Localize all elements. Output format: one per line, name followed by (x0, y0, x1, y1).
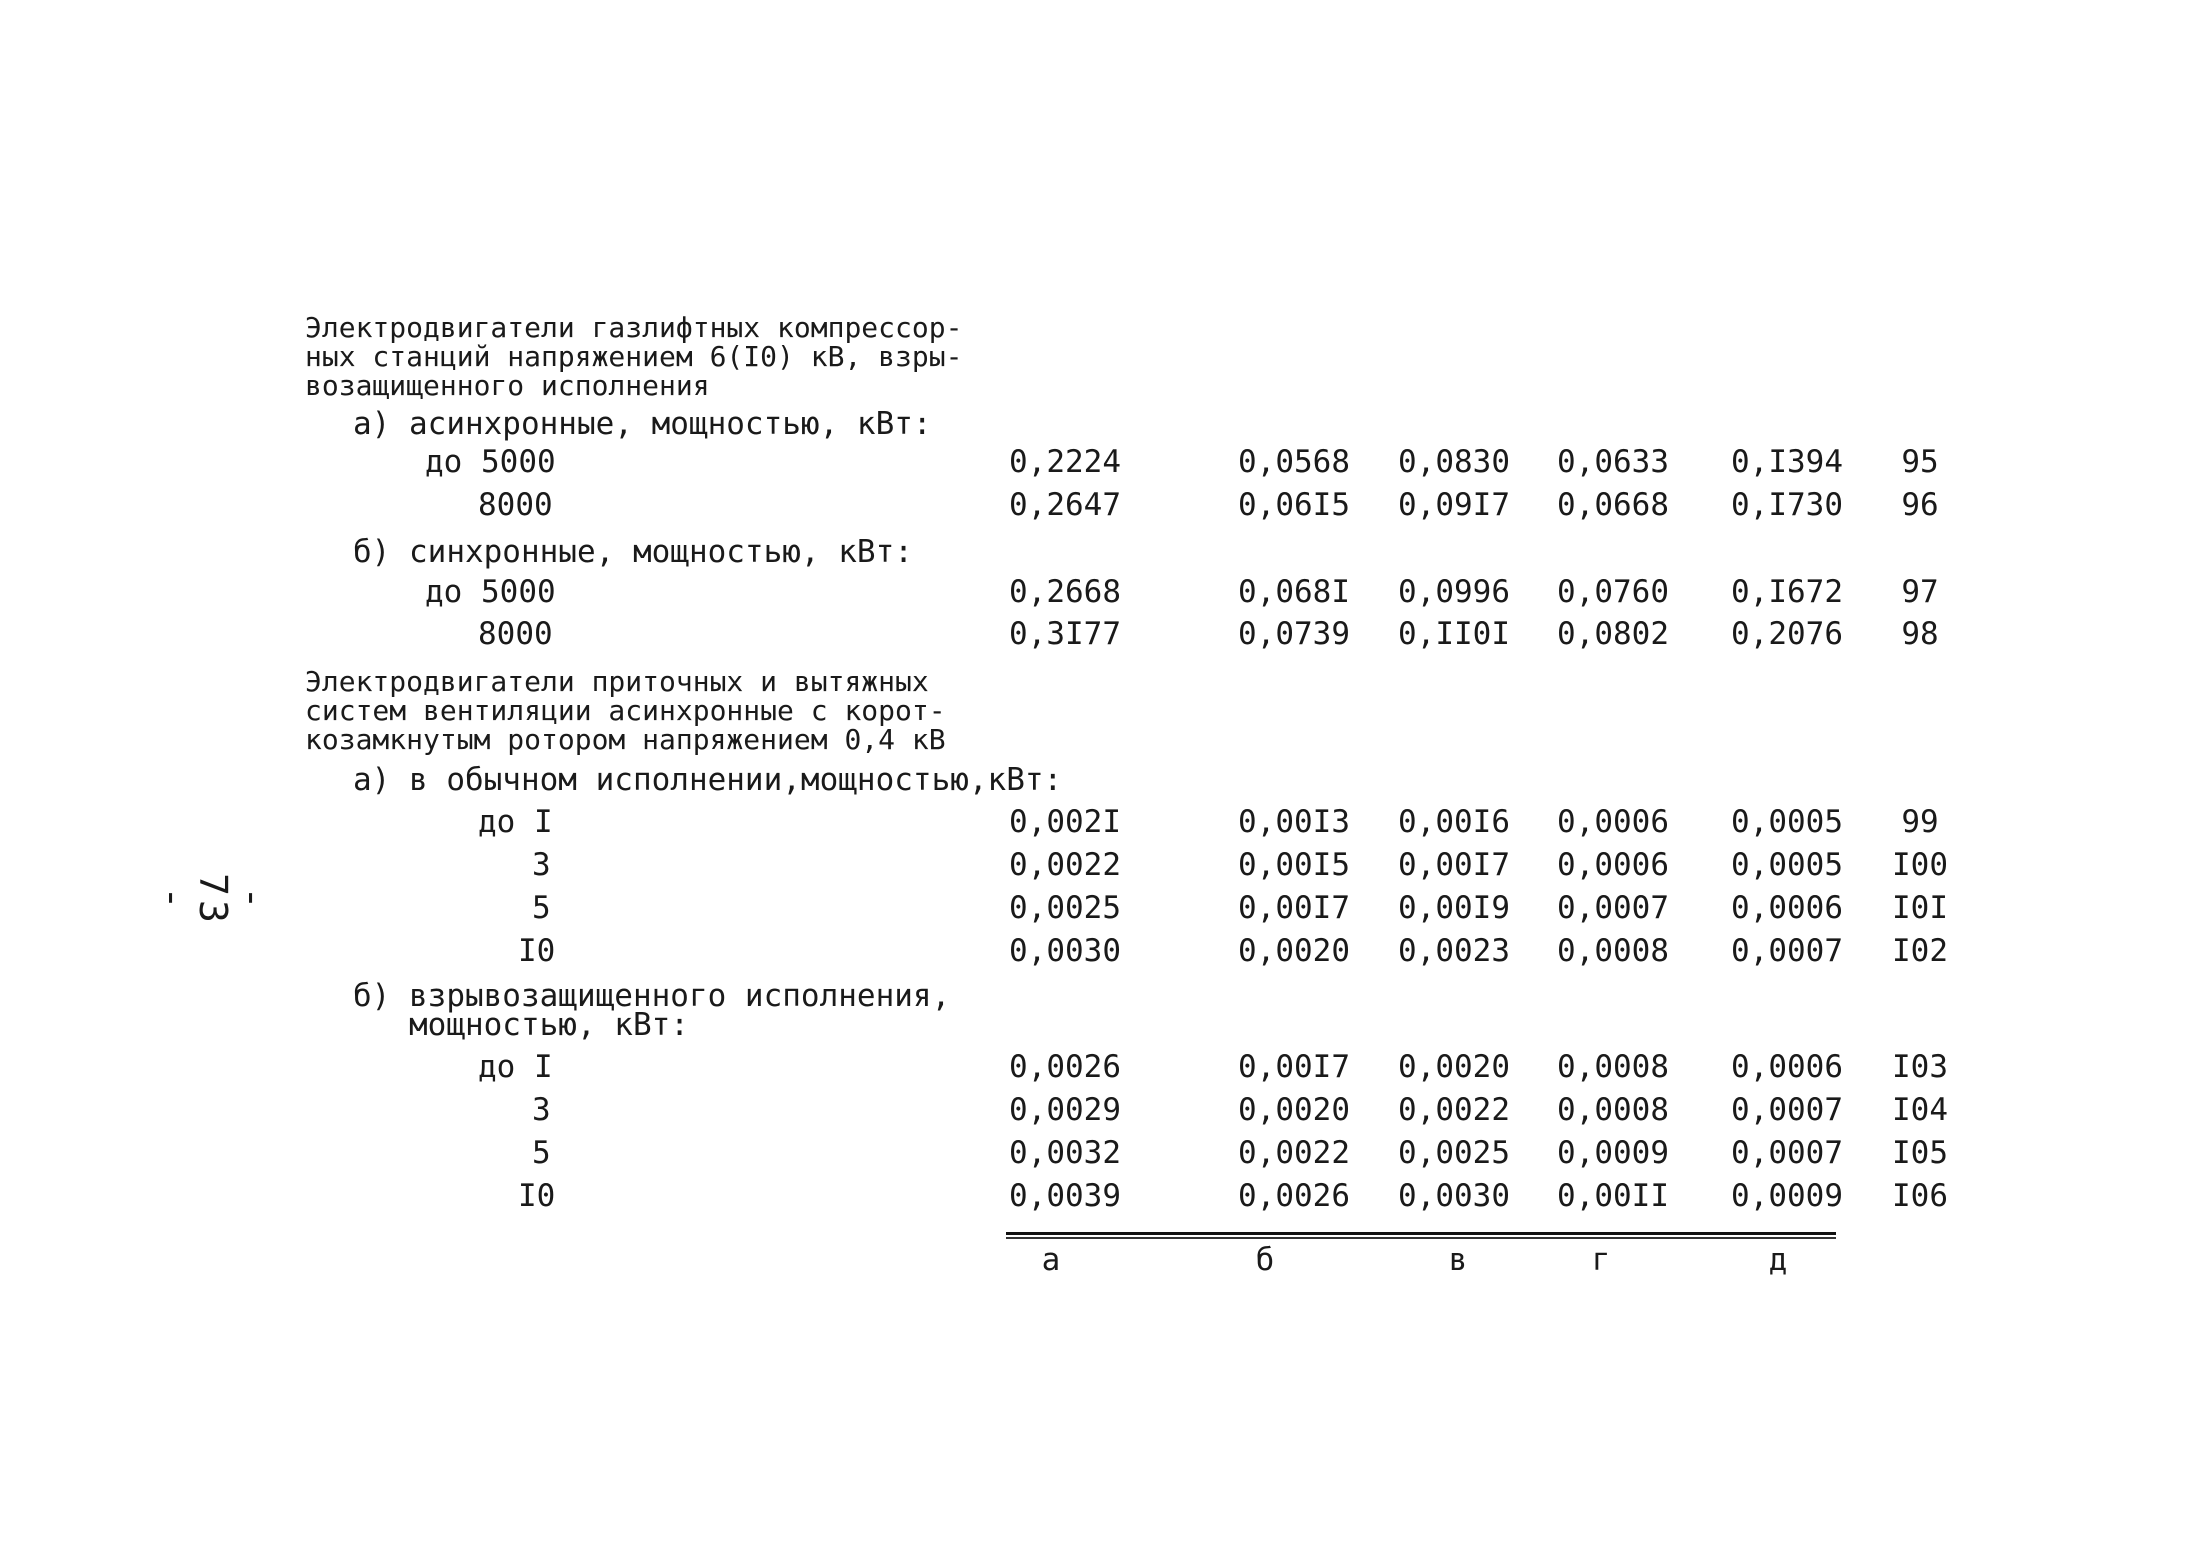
cell-g: 0,0007 (1557, 890, 1669, 926)
column-rule (1006, 1232, 1836, 1235)
row-name: до 5000 (425, 444, 556, 480)
column-header-g: г (1591, 1242, 1611, 1278)
cell-g: 0,0008 (1557, 933, 1669, 969)
cell-b: 0,00I7 (1238, 890, 1350, 926)
section-1-heading-line-1: Электродвигатели газлифтных компрессор- (305, 311, 963, 344)
table-row (0, 572, 2185, 612)
cell-d: 0,I672 (1731, 574, 1843, 610)
cell-b: 0,0022 (1238, 1135, 1350, 1171)
cell-d: 0,I730 (1731, 487, 1843, 523)
cell-g: 0,0802 (1557, 616, 1669, 652)
cell-d: 0,0005 (1731, 804, 1843, 840)
table-row (0, 485, 2185, 525)
table-row (0, 931, 2185, 971)
cell-a: 0,2668 (1009, 574, 1121, 610)
subsection-label-sync: б) синхронные, мощностью, кВт: (353, 534, 913, 570)
row-name: 5 (532, 890, 551, 926)
row-name: до 5000 (425, 574, 556, 610)
row-name: I0 (518, 1178, 556, 1214)
table-row (0, 845, 2185, 885)
cell-g: 0,0008 (1557, 1092, 1669, 1128)
subsection-label-explosion-proof-line-1: б) взрывозащищенного исполнения, (353, 978, 951, 1014)
table-row (0, 1047, 2185, 1087)
cell-a: 0,2647 (1009, 487, 1121, 523)
row-index: I02 (1892, 933, 1948, 969)
table-row (0, 442, 2185, 482)
cell-d: 0,0007 (1731, 1135, 1843, 1171)
cell-a: 0,0022 (1009, 847, 1121, 883)
section-1-heading-line-3: возащищенного исполнения (305, 369, 710, 402)
row-name: 3 (532, 847, 551, 883)
cell-a: 0,0026 (1009, 1049, 1121, 1085)
cell-b: 0,0020 (1238, 933, 1350, 969)
row-index: 99 (1901, 804, 1939, 840)
page-number: - 73 - (151, 873, 275, 927)
row-index: 95 (1901, 444, 1939, 480)
cell-b: 0,0568 (1238, 444, 1350, 480)
cell-b: 0,00I5 (1238, 847, 1350, 883)
cell-v: 0,0830 (1398, 444, 1510, 480)
table-row (0, 888, 2185, 928)
row-index: I0I (1892, 890, 1948, 926)
cell-b: 0,0739 (1238, 616, 1350, 652)
cell-a: 0,0039 (1009, 1178, 1121, 1214)
cell-v: 0,0020 (1398, 1049, 1510, 1085)
cell-a: 0,2224 (1009, 444, 1121, 480)
row-index: I03 (1892, 1049, 1948, 1085)
cell-g: 0,0633 (1557, 444, 1669, 480)
cell-b: 0,0020 (1238, 1092, 1350, 1128)
cell-d: 0,I394 (1731, 444, 1843, 480)
section-2-heading-line-2: систем вентиляции асинхронные с корот- (305, 694, 946, 727)
cell-d: 0,0009 (1731, 1178, 1843, 1214)
row-name: 8000 (478, 616, 553, 652)
cell-b: 0,06I5 (1238, 487, 1350, 523)
subsection-label-normal: а) в обычном исполнении,мощностью,кВт: (353, 762, 1063, 798)
table-row (0, 802, 2185, 842)
table-row (0, 1133, 2185, 1173)
cell-a: 0,0030 (1009, 933, 1121, 969)
row-index: I05 (1892, 1135, 1948, 1171)
row-index: I04 (1892, 1092, 1948, 1128)
cell-b: 0,00I3 (1238, 804, 1350, 840)
column-header-d: д (1768, 1242, 1788, 1278)
cell-v: 0,0025 (1398, 1135, 1510, 1171)
cell-d: 0,0005 (1731, 847, 1843, 883)
cell-v: 0,00I6 (1398, 804, 1510, 840)
cell-g: 0,0006 (1557, 847, 1669, 883)
column-header-b: б (1255, 1242, 1275, 1278)
cell-v: 0,00I9 (1398, 890, 1510, 926)
cell-d: 0,0007 (1731, 1092, 1843, 1128)
cell-g: 0,0006 (1557, 804, 1669, 840)
row-index: I06 (1892, 1178, 1948, 1214)
table-row (0, 614, 2185, 654)
row-index: 98 (1901, 616, 1939, 652)
cell-b: 0,00I7 (1238, 1049, 1350, 1085)
column-header-a: а (1041, 1242, 1061, 1278)
subsection-label-async: а) асинхронные, мощностью, кВт: (353, 406, 932, 442)
row-name: до I (478, 804, 553, 840)
cell-v: 0,0022 (1398, 1092, 1510, 1128)
cell-b: 0,0026 (1238, 1178, 1350, 1214)
column-rule-double (1006, 1237, 1836, 1239)
cell-a: 0,002I (1009, 804, 1121, 840)
cell-g: 0,0008 (1557, 1049, 1669, 1085)
section-2-heading-line-1: Электродвигатели приточных и вытяжных (305, 665, 929, 698)
cell-v: 0,0996 (1398, 574, 1510, 610)
cell-d: 0,0007 (1731, 933, 1843, 969)
column-header-v: в (1448, 1242, 1468, 1278)
cell-a: 0,0025 (1009, 890, 1121, 926)
cell-g: 0,00II (1557, 1178, 1669, 1214)
cell-a: 0,3I77 (1009, 616, 1121, 652)
cell-v: 0,0030 (1398, 1178, 1510, 1214)
cell-b: 0,068I (1238, 574, 1350, 610)
cell-a: 0,0032 (1009, 1135, 1121, 1171)
row-index: 97 (1901, 574, 1939, 610)
cell-v: 0,0023 (1398, 933, 1510, 969)
row-name: до I (478, 1049, 553, 1085)
table-row (0, 1090, 2185, 1130)
section-2-heading-line-3: козамкнутым ротором напряжением 0,4 кВ (305, 723, 946, 756)
cell-d: 0,0006 (1731, 1049, 1843, 1085)
table-row (0, 1176, 2185, 1216)
row-index: 96 (1901, 487, 1939, 523)
subsection-label-explosion-proof-line-2: мощностью, кВт: (353, 1007, 689, 1043)
row-name: 3 (532, 1092, 551, 1128)
cell-a: 0,0029 (1009, 1092, 1121, 1128)
row-index: I00 (1892, 847, 1948, 883)
cell-g: 0,0668 (1557, 487, 1669, 523)
section-1-heading-line-2: ных станций напряжением 6(I0) кВ, взры- (305, 340, 963, 373)
row-name: I0 (518, 933, 556, 969)
cell-v: 0,09I7 (1398, 487, 1510, 523)
cell-d: 0,0006 (1731, 890, 1843, 926)
cell-d: 0,2076 (1731, 616, 1843, 652)
row-name: 5 (532, 1135, 551, 1171)
cell-g: 0,0009 (1557, 1135, 1669, 1171)
row-name: 8000 (478, 487, 553, 523)
cell-v: 0,II0I (1398, 616, 1510, 652)
cell-v: 0,00I7 (1398, 847, 1510, 883)
cell-g: 0,0760 (1557, 574, 1669, 610)
